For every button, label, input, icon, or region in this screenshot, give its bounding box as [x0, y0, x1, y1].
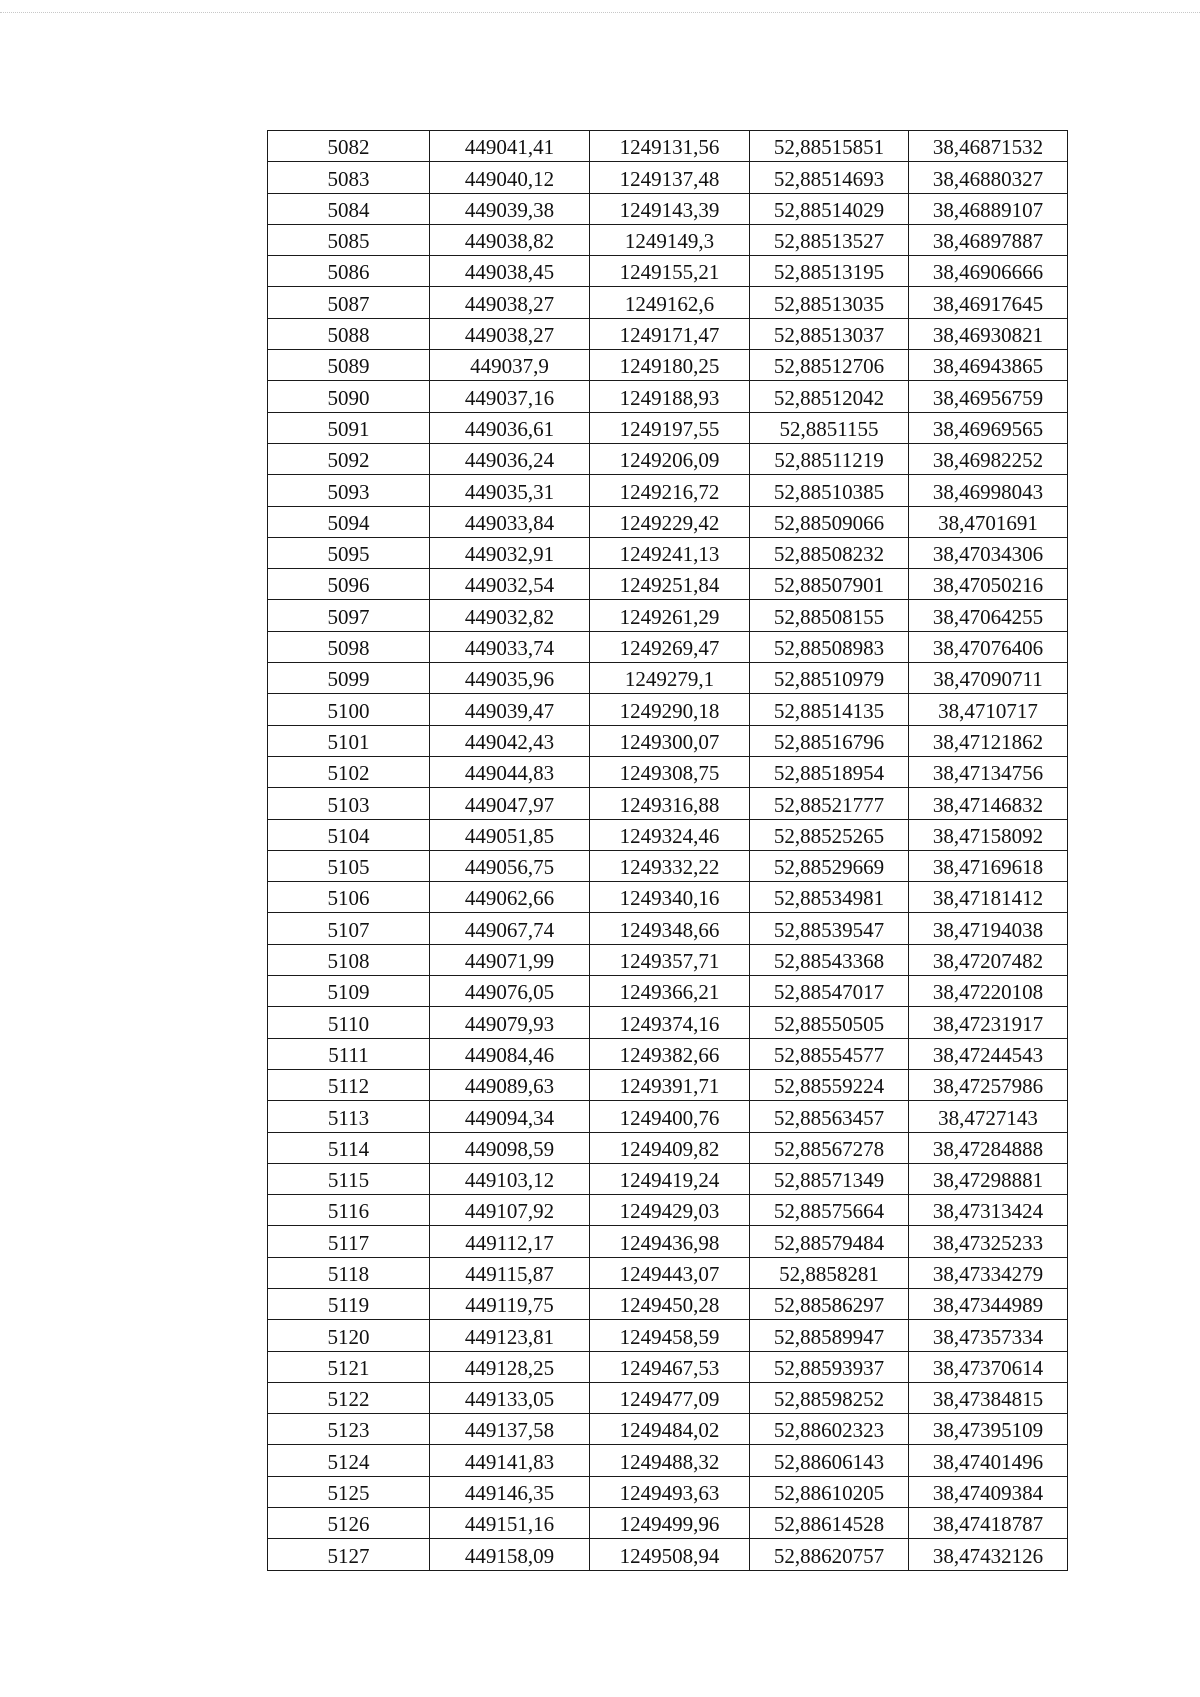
x-coordinate-cell: 449089,63 — [430, 1069, 590, 1100]
x-coordinate-cell: 449044,83 — [430, 756, 590, 787]
table-row — [268, 1226, 1068, 1257]
latitude-cell: 52,88593937 — [750, 1351, 909, 1382]
longitude-cell: 38,46871532 — [909, 131, 1068, 162]
y-coordinate-cell: 1249269,47 — [590, 631, 750, 662]
x-coordinate-cell: 449038,27 — [430, 318, 590, 349]
y-coordinate-cell: 1249241,13 — [590, 537, 750, 568]
x-coordinate-cell: 449035,31 — [430, 475, 590, 506]
y-coordinate-cell: 1249180,25 — [590, 350, 750, 381]
table-row — [268, 381, 1068, 412]
table-row — [268, 850, 1068, 881]
longitude-cell: 38,47357334 — [909, 1320, 1068, 1351]
longitude-cell: 38,47418787 — [909, 1508, 1068, 1539]
point-number-cell: 5117 — [268, 1226, 430, 1257]
point-number-cell: 5087 — [268, 287, 430, 318]
table-row — [268, 318, 1068, 349]
y-coordinate-cell: 1249261,29 — [590, 600, 750, 631]
latitude-cell: 52,88567278 — [750, 1132, 909, 1163]
table-row — [268, 631, 1068, 662]
y-coordinate-cell: 1249324,46 — [590, 819, 750, 850]
x-coordinate-cell: 449067,74 — [430, 913, 590, 944]
y-coordinate-cell: 1249493,63 — [590, 1476, 750, 1507]
point-number-cell: 5121 — [268, 1351, 430, 1382]
y-coordinate-cell: 1249229,42 — [590, 506, 750, 537]
longitude-cell: 38,47220108 — [909, 976, 1068, 1007]
latitude-cell: 52,88518954 — [750, 756, 909, 787]
y-coordinate-cell: 1249443,07 — [590, 1257, 750, 1288]
point-number-cell: 5116 — [268, 1195, 430, 1226]
y-coordinate-cell: 1249450,28 — [590, 1288, 750, 1319]
longitude-cell: 38,47194038 — [909, 913, 1068, 944]
y-coordinate-cell: 1249419,24 — [590, 1163, 750, 1194]
table-row — [268, 1038, 1068, 1069]
table-row — [268, 1132, 1068, 1163]
table-row — [268, 224, 1068, 255]
y-coordinate-cell: 1249300,07 — [590, 725, 750, 756]
latitude-cell: 52,88510979 — [750, 663, 909, 694]
point-number-cell: 5095 — [268, 537, 430, 568]
latitude-cell: 52,88525265 — [750, 819, 909, 850]
longitude-cell: 38,47034306 — [909, 537, 1068, 568]
longitude-cell: 38,4701691 — [909, 506, 1068, 537]
latitude-cell: 52,88563457 — [750, 1101, 909, 1132]
point-number-cell: 5099 — [268, 663, 430, 694]
latitude-cell: 52,88512706 — [750, 350, 909, 381]
table-row — [268, 725, 1068, 756]
x-coordinate-cell: 449137,58 — [430, 1414, 590, 1445]
latitude-cell: 52,88521777 — [750, 788, 909, 819]
point-number-cell: 5118 — [268, 1257, 430, 1288]
point-number-cell: 5111 — [268, 1038, 430, 1069]
x-coordinate-cell: 449035,96 — [430, 663, 590, 694]
point-number-cell: 5112 — [268, 1069, 430, 1100]
point-number-cell: 5100 — [268, 694, 430, 725]
latitude-cell: 52,88514029 — [750, 193, 909, 224]
latitude-cell: 52,88534981 — [750, 882, 909, 913]
longitude-cell: 38,46982252 — [909, 443, 1068, 474]
longitude-cell: 38,47384815 — [909, 1382, 1068, 1413]
table-row — [268, 788, 1068, 819]
y-coordinate-cell: 1249484,02 — [590, 1414, 750, 1445]
latitude-cell: 52,88529669 — [750, 850, 909, 881]
coordinates-table-body — [268, 131, 1068, 1571]
latitude-cell: 52,88550505 — [750, 1007, 909, 1038]
longitude-cell: 38,46956759 — [909, 381, 1068, 412]
point-number-cell: 5094 — [268, 506, 430, 537]
longitude-cell: 38,47325233 — [909, 1226, 1068, 1257]
y-coordinate-cell: 1249137,48 — [590, 162, 750, 193]
latitude-cell: 52,88513527 — [750, 224, 909, 255]
y-coordinate-cell: 1249357,71 — [590, 944, 750, 975]
y-coordinate-cell: 1249162,6 — [590, 287, 750, 318]
table-row — [268, 1445, 1068, 1476]
point-number-cell: 5113 — [268, 1101, 430, 1132]
point-number-cell: 5108 — [268, 944, 430, 975]
table-row — [268, 944, 1068, 975]
latitude-cell: 52,88516796 — [750, 725, 909, 756]
table-row — [268, 1539, 1068, 1570]
table-row — [268, 1508, 1068, 1539]
longitude-cell: 38,4710717 — [909, 694, 1068, 725]
y-coordinate-cell: 1249374,16 — [590, 1007, 750, 1038]
y-coordinate-cell: 1249400,76 — [590, 1101, 750, 1132]
y-coordinate-cell: 1249308,75 — [590, 756, 750, 787]
latitude-cell: 52,88509066 — [750, 506, 909, 537]
latitude-cell: 52,88513035 — [750, 287, 909, 318]
longitude-cell: 38,47090711 — [909, 663, 1068, 694]
x-coordinate-cell: 449033,84 — [430, 506, 590, 537]
y-coordinate-cell: 1249467,53 — [590, 1351, 750, 1382]
latitude-cell: 52,8851155 — [750, 412, 909, 443]
point-number-cell: 5102 — [268, 756, 430, 787]
table-row — [268, 1163, 1068, 1194]
x-coordinate-cell: 449042,43 — [430, 725, 590, 756]
table-row — [268, 1007, 1068, 1038]
longitude-cell: 38,47231917 — [909, 1007, 1068, 1038]
latitude-cell: 52,88575664 — [750, 1195, 909, 1226]
table-row — [268, 1101, 1068, 1132]
x-coordinate-cell: 449112,17 — [430, 1226, 590, 1257]
longitude-cell: 38,46889107 — [909, 193, 1068, 224]
point-number-cell: 5104 — [268, 819, 430, 850]
coordinates-table — [267, 130, 1068, 1571]
table-row — [268, 913, 1068, 944]
longitude-cell: 38,47409384 — [909, 1476, 1068, 1507]
y-coordinate-cell: 1249206,09 — [590, 443, 750, 474]
longitude-cell: 38,46917645 — [909, 287, 1068, 318]
table-row — [268, 663, 1068, 694]
longitude-cell: 38,47064255 — [909, 600, 1068, 631]
point-number-cell: 5126 — [268, 1508, 430, 1539]
latitude-cell: 52,8858281 — [750, 1257, 909, 1288]
point-number-cell: 5084 — [268, 193, 430, 224]
point-number-cell: 5122 — [268, 1382, 430, 1413]
latitude-cell: 52,88559224 — [750, 1069, 909, 1100]
longitude-cell: 38,47284888 — [909, 1132, 1068, 1163]
point-number-cell: 5107 — [268, 913, 430, 944]
table-row — [268, 412, 1068, 443]
table-row — [268, 819, 1068, 850]
y-coordinate-cell: 1249316,88 — [590, 788, 750, 819]
latitude-cell: 52,88586297 — [750, 1288, 909, 1319]
longitude-cell: 38,47334279 — [909, 1257, 1068, 1288]
point-number-cell: 5097 — [268, 600, 430, 631]
point-number-cell: 5092 — [268, 443, 430, 474]
table-row — [268, 443, 1068, 474]
latitude-cell: 52,88539547 — [750, 913, 909, 944]
point-number-cell: 5098 — [268, 631, 430, 662]
y-coordinate-cell: 1249488,32 — [590, 1445, 750, 1476]
x-coordinate-cell: 449036,24 — [430, 443, 590, 474]
x-coordinate-cell: 449094,34 — [430, 1101, 590, 1132]
longitude-cell: 38,47146832 — [909, 788, 1068, 819]
latitude-cell: 52,88510385 — [750, 475, 909, 506]
latitude-cell: 52,88554577 — [750, 1038, 909, 1069]
latitude-cell: 52,88598252 — [750, 1382, 909, 1413]
point-number-cell: 5089 — [268, 350, 430, 381]
latitude-cell: 52,88514135 — [750, 694, 909, 725]
longitude-cell: 38,47257986 — [909, 1069, 1068, 1100]
y-coordinate-cell: 1249155,21 — [590, 256, 750, 287]
y-coordinate-cell: 1249382,66 — [590, 1038, 750, 1069]
x-coordinate-cell: 449036,61 — [430, 412, 590, 443]
table-row — [268, 1351, 1068, 1382]
longitude-cell: 38,46880327 — [909, 162, 1068, 193]
longitude-cell: 38,46930821 — [909, 318, 1068, 349]
longitude-cell: 38,47076406 — [909, 631, 1068, 662]
point-number-cell: 5096 — [268, 569, 430, 600]
table-row — [268, 1414, 1068, 1445]
point-number-cell: 5090 — [268, 381, 430, 412]
y-coordinate-cell: 1249391,71 — [590, 1069, 750, 1100]
point-number-cell: 5115 — [268, 1163, 430, 1194]
y-coordinate-cell: 1249143,39 — [590, 193, 750, 224]
point-number-cell: 5101 — [268, 725, 430, 756]
x-coordinate-cell: 449123,81 — [430, 1320, 590, 1351]
y-coordinate-cell: 1249332,22 — [590, 850, 750, 881]
y-coordinate-cell: 1249508,94 — [590, 1539, 750, 1570]
longitude-cell: 38,46943865 — [909, 350, 1068, 381]
x-coordinate-cell: 449056,75 — [430, 850, 590, 881]
longitude-cell: 38,47401496 — [909, 1445, 1068, 1476]
longitude-cell: 38,47395109 — [909, 1414, 1068, 1445]
longitude-cell: 38,47244543 — [909, 1038, 1068, 1069]
latitude-cell: 52,88606143 — [750, 1445, 909, 1476]
table-row — [268, 1320, 1068, 1351]
latitude-cell: 52,88614528 — [750, 1508, 909, 1539]
y-coordinate-cell: 1249149,3 — [590, 224, 750, 255]
latitude-cell: 52,88507901 — [750, 569, 909, 600]
latitude-cell: 52,88620757 — [750, 1539, 909, 1570]
x-coordinate-cell: 449079,93 — [430, 1007, 590, 1038]
longitude-cell: 38,47050216 — [909, 569, 1068, 600]
x-coordinate-cell: 449128,25 — [430, 1351, 590, 1382]
x-coordinate-cell: 449032,54 — [430, 569, 590, 600]
x-coordinate-cell: 449107,92 — [430, 1195, 590, 1226]
table-row — [268, 350, 1068, 381]
table-row — [268, 537, 1068, 568]
point-number-cell: 5106 — [268, 882, 430, 913]
point-number-cell: 5082 — [268, 131, 430, 162]
table-row — [268, 287, 1068, 318]
point-number-cell: 5119 — [268, 1288, 430, 1319]
table-row — [268, 506, 1068, 537]
table-row — [268, 882, 1068, 913]
x-coordinate-cell: 449051,85 — [430, 819, 590, 850]
longitude-cell: 38,46969565 — [909, 412, 1068, 443]
x-coordinate-cell: 449119,75 — [430, 1288, 590, 1319]
table-row — [268, 569, 1068, 600]
point-number-cell: 5085 — [268, 224, 430, 255]
table-row — [268, 1476, 1068, 1507]
latitude-cell: 52,88514693 — [750, 162, 909, 193]
table-row — [268, 694, 1068, 725]
table-row — [268, 193, 1068, 224]
table-row — [268, 1382, 1068, 1413]
latitude-cell: 52,88508232 — [750, 537, 909, 568]
longitude-cell: 38,47207482 — [909, 944, 1068, 975]
point-number-cell: 5125 — [268, 1476, 430, 1507]
y-coordinate-cell: 1249216,72 — [590, 475, 750, 506]
latitude-cell: 52,88508155 — [750, 600, 909, 631]
x-coordinate-cell: 449033,74 — [430, 631, 590, 662]
point-number-cell: 5086 — [268, 256, 430, 287]
latitude-cell: 52,88602323 — [750, 1414, 909, 1445]
x-coordinate-cell: 449098,59 — [430, 1132, 590, 1163]
x-coordinate-cell: 449032,82 — [430, 600, 590, 631]
longitude-cell: 38,47298881 — [909, 1163, 1068, 1194]
longitude-cell: 38,47370614 — [909, 1351, 1068, 1382]
point-number-cell: 5088 — [268, 318, 430, 349]
latitude-cell: 52,88511219 — [750, 443, 909, 474]
latitude-cell: 52,88543368 — [750, 944, 909, 975]
x-coordinate-cell: 449103,12 — [430, 1163, 590, 1194]
y-coordinate-cell: 1249340,16 — [590, 882, 750, 913]
longitude-cell: 38,47344989 — [909, 1288, 1068, 1319]
x-coordinate-cell: 449133,05 — [430, 1382, 590, 1413]
x-coordinate-cell: 449037,16 — [430, 381, 590, 412]
table-row — [268, 1288, 1068, 1319]
y-coordinate-cell: 1249348,66 — [590, 913, 750, 944]
latitude-cell: 52,88512042 — [750, 381, 909, 412]
x-coordinate-cell: 449041,41 — [430, 131, 590, 162]
latitude-cell: 52,88513037 — [750, 318, 909, 349]
y-coordinate-cell: 1249290,18 — [590, 694, 750, 725]
longitude-cell: 38,46906666 — [909, 256, 1068, 287]
x-coordinate-cell: 449040,12 — [430, 162, 590, 193]
y-coordinate-cell: 1249436,98 — [590, 1226, 750, 1257]
latitude-cell: 52,88589947 — [750, 1320, 909, 1351]
longitude-cell: 38,4727143 — [909, 1101, 1068, 1132]
longitude-cell: 38,47169618 — [909, 850, 1068, 881]
latitude-cell: 52,88508983 — [750, 631, 909, 662]
point-number-cell: 5114 — [268, 1132, 430, 1163]
table-row — [268, 976, 1068, 1007]
longitude-cell: 38,46897887 — [909, 224, 1068, 255]
longitude-cell: 38,46998043 — [909, 475, 1068, 506]
scan-edge-line — [0, 12, 1200, 13]
point-number-cell: 5105 — [268, 850, 430, 881]
point-number-cell: 5110 — [268, 1007, 430, 1038]
y-coordinate-cell: 1249171,47 — [590, 318, 750, 349]
longitude-cell: 38,47158092 — [909, 819, 1068, 850]
table-row — [268, 256, 1068, 287]
x-coordinate-cell: 449084,46 — [430, 1038, 590, 1069]
point-number-cell: 5124 — [268, 1445, 430, 1476]
longitude-cell: 38,47181412 — [909, 882, 1068, 913]
point-number-cell: 5083 — [268, 162, 430, 193]
x-coordinate-cell: 449115,87 — [430, 1257, 590, 1288]
x-coordinate-cell: 449039,38 — [430, 193, 590, 224]
longitude-cell: 38,47432126 — [909, 1539, 1068, 1570]
latitude-cell: 52,88571349 — [750, 1163, 909, 1194]
y-coordinate-cell: 1249197,55 — [590, 412, 750, 443]
point-number-cell: 5120 — [268, 1320, 430, 1351]
latitude-cell: 52,88547017 — [750, 976, 909, 1007]
x-coordinate-cell: 449146,35 — [430, 1476, 590, 1507]
point-number-cell: 5127 — [268, 1539, 430, 1570]
y-coordinate-cell: 1249409,82 — [590, 1132, 750, 1163]
x-coordinate-cell: 449038,27 — [430, 287, 590, 318]
x-coordinate-cell: 449141,83 — [430, 1445, 590, 1476]
y-coordinate-cell: 1249131,56 — [590, 131, 750, 162]
x-coordinate-cell: 449151,16 — [430, 1508, 590, 1539]
point-number-cell: 5103 — [268, 788, 430, 819]
latitude-cell: 52,88513195 — [750, 256, 909, 287]
x-coordinate-cell: 449038,45 — [430, 256, 590, 287]
x-coordinate-cell: 449039,47 — [430, 694, 590, 725]
y-coordinate-cell: 1249458,59 — [590, 1320, 750, 1351]
x-coordinate-cell: 449071,99 — [430, 944, 590, 975]
table-row — [268, 475, 1068, 506]
y-coordinate-cell: 1249477,09 — [590, 1382, 750, 1413]
x-coordinate-cell: 449076,05 — [430, 976, 590, 1007]
latitude-cell: 52,88515851 — [750, 131, 909, 162]
y-coordinate-cell: 1249188,93 — [590, 381, 750, 412]
longitude-cell: 38,47313424 — [909, 1195, 1068, 1226]
y-coordinate-cell: 1249279,1 — [590, 663, 750, 694]
table-row — [268, 162, 1068, 193]
x-coordinate-cell: 449038,82 — [430, 224, 590, 255]
latitude-cell: 52,88579484 — [750, 1226, 909, 1257]
table-row — [268, 1195, 1068, 1226]
y-coordinate-cell: 1249366,21 — [590, 976, 750, 1007]
y-coordinate-cell: 1249429,03 — [590, 1195, 750, 1226]
latitude-cell: 52,88610205 — [750, 1476, 909, 1507]
table-row — [268, 1069, 1068, 1100]
x-coordinate-cell: 449032,91 — [430, 537, 590, 568]
y-coordinate-cell: 1249251,84 — [590, 569, 750, 600]
y-coordinate-cell: 1249499,96 — [590, 1508, 750, 1539]
x-coordinate-cell: 449062,66 — [430, 882, 590, 913]
table-row — [268, 1257, 1068, 1288]
point-number-cell: 5093 — [268, 475, 430, 506]
x-coordinate-cell: 449037,9 — [430, 350, 590, 381]
table-row — [268, 756, 1068, 787]
point-number-cell: 5123 — [268, 1414, 430, 1445]
x-coordinate-cell: 449047,97 — [430, 788, 590, 819]
x-coordinate-cell: 449158,09 — [430, 1539, 590, 1570]
point-number-cell: 5091 — [268, 412, 430, 443]
longitude-cell: 38,47134756 — [909, 756, 1068, 787]
table-row — [268, 600, 1068, 631]
table-row — [268, 131, 1068, 162]
longitude-cell: 38,47121862 — [909, 725, 1068, 756]
point-number-cell: 5109 — [268, 976, 430, 1007]
